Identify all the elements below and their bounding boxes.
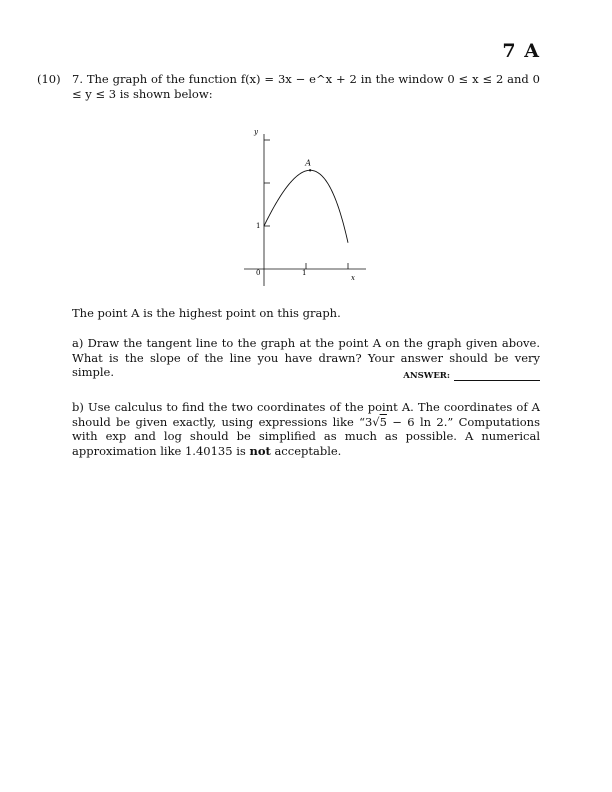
sqrt-symbol: √ bbox=[372, 414, 380, 429]
part-b-text bbox=[72, 400, 540, 458]
part-b-text-3: acceptable. bbox=[270, 443, 342, 458]
sqrt-radicand: 5 bbox=[379, 414, 387, 429]
part-b-text-2: − 6 ln 2.” Computations with exp and log should be simplified as much as possible. A numerical approximation like 1.40135 is bbox=[72, 414, 540, 458]
answer-line bbox=[403, 371, 540, 381]
function-graph bbox=[240, 122, 370, 288]
y-tick-label: 1 bbox=[256, 222, 261, 230]
not-emphasis: not bbox=[249, 443, 271, 458]
y-axis-label: y bbox=[254, 128, 258, 136]
question-points: (10) bbox=[37, 72, 61, 86]
question-intro: 7. The graph of the function f(x) = 3x − e^x + 2 in the window 0 ≤ x ≤ 2 and 0 ≤ y ≤ 3 is shown below: bbox=[72, 72, 540, 101]
part-a-text: a) Draw the tangent line to the graph at the point A on the graph given above. What is the slope of the line you have drawn? Your answer should be very simple. bbox=[72, 336, 540, 379]
x-tick-label: 1 bbox=[302, 269, 307, 277]
page-label: 7 A bbox=[502, 40, 540, 62]
highest-point-statement: The point A is the highest point on this graph. bbox=[72, 306, 341, 320]
answer-blank[interactable] bbox=[454, 371, 540, 381]
x-axis-label: x bbox=[351, 274, 355, 282]
origin-label: 0 bbox=[256, 269, 261, 277]
part-b-text-1: b) Use calculus to find the two coordinates of the point A. The coordinates of A should be given exactly, using expressions like “3 bbox=[72, 400, 540, 429]
point-a-label: A bbox=[305, 158, 312, 168]
point-a-marker bbox=[309, 169, 311, 171]
answer-label: ANSWER: bbox=[403, 371, 450, 381]
function-curve bbox=[264, 170, 348, 242]
